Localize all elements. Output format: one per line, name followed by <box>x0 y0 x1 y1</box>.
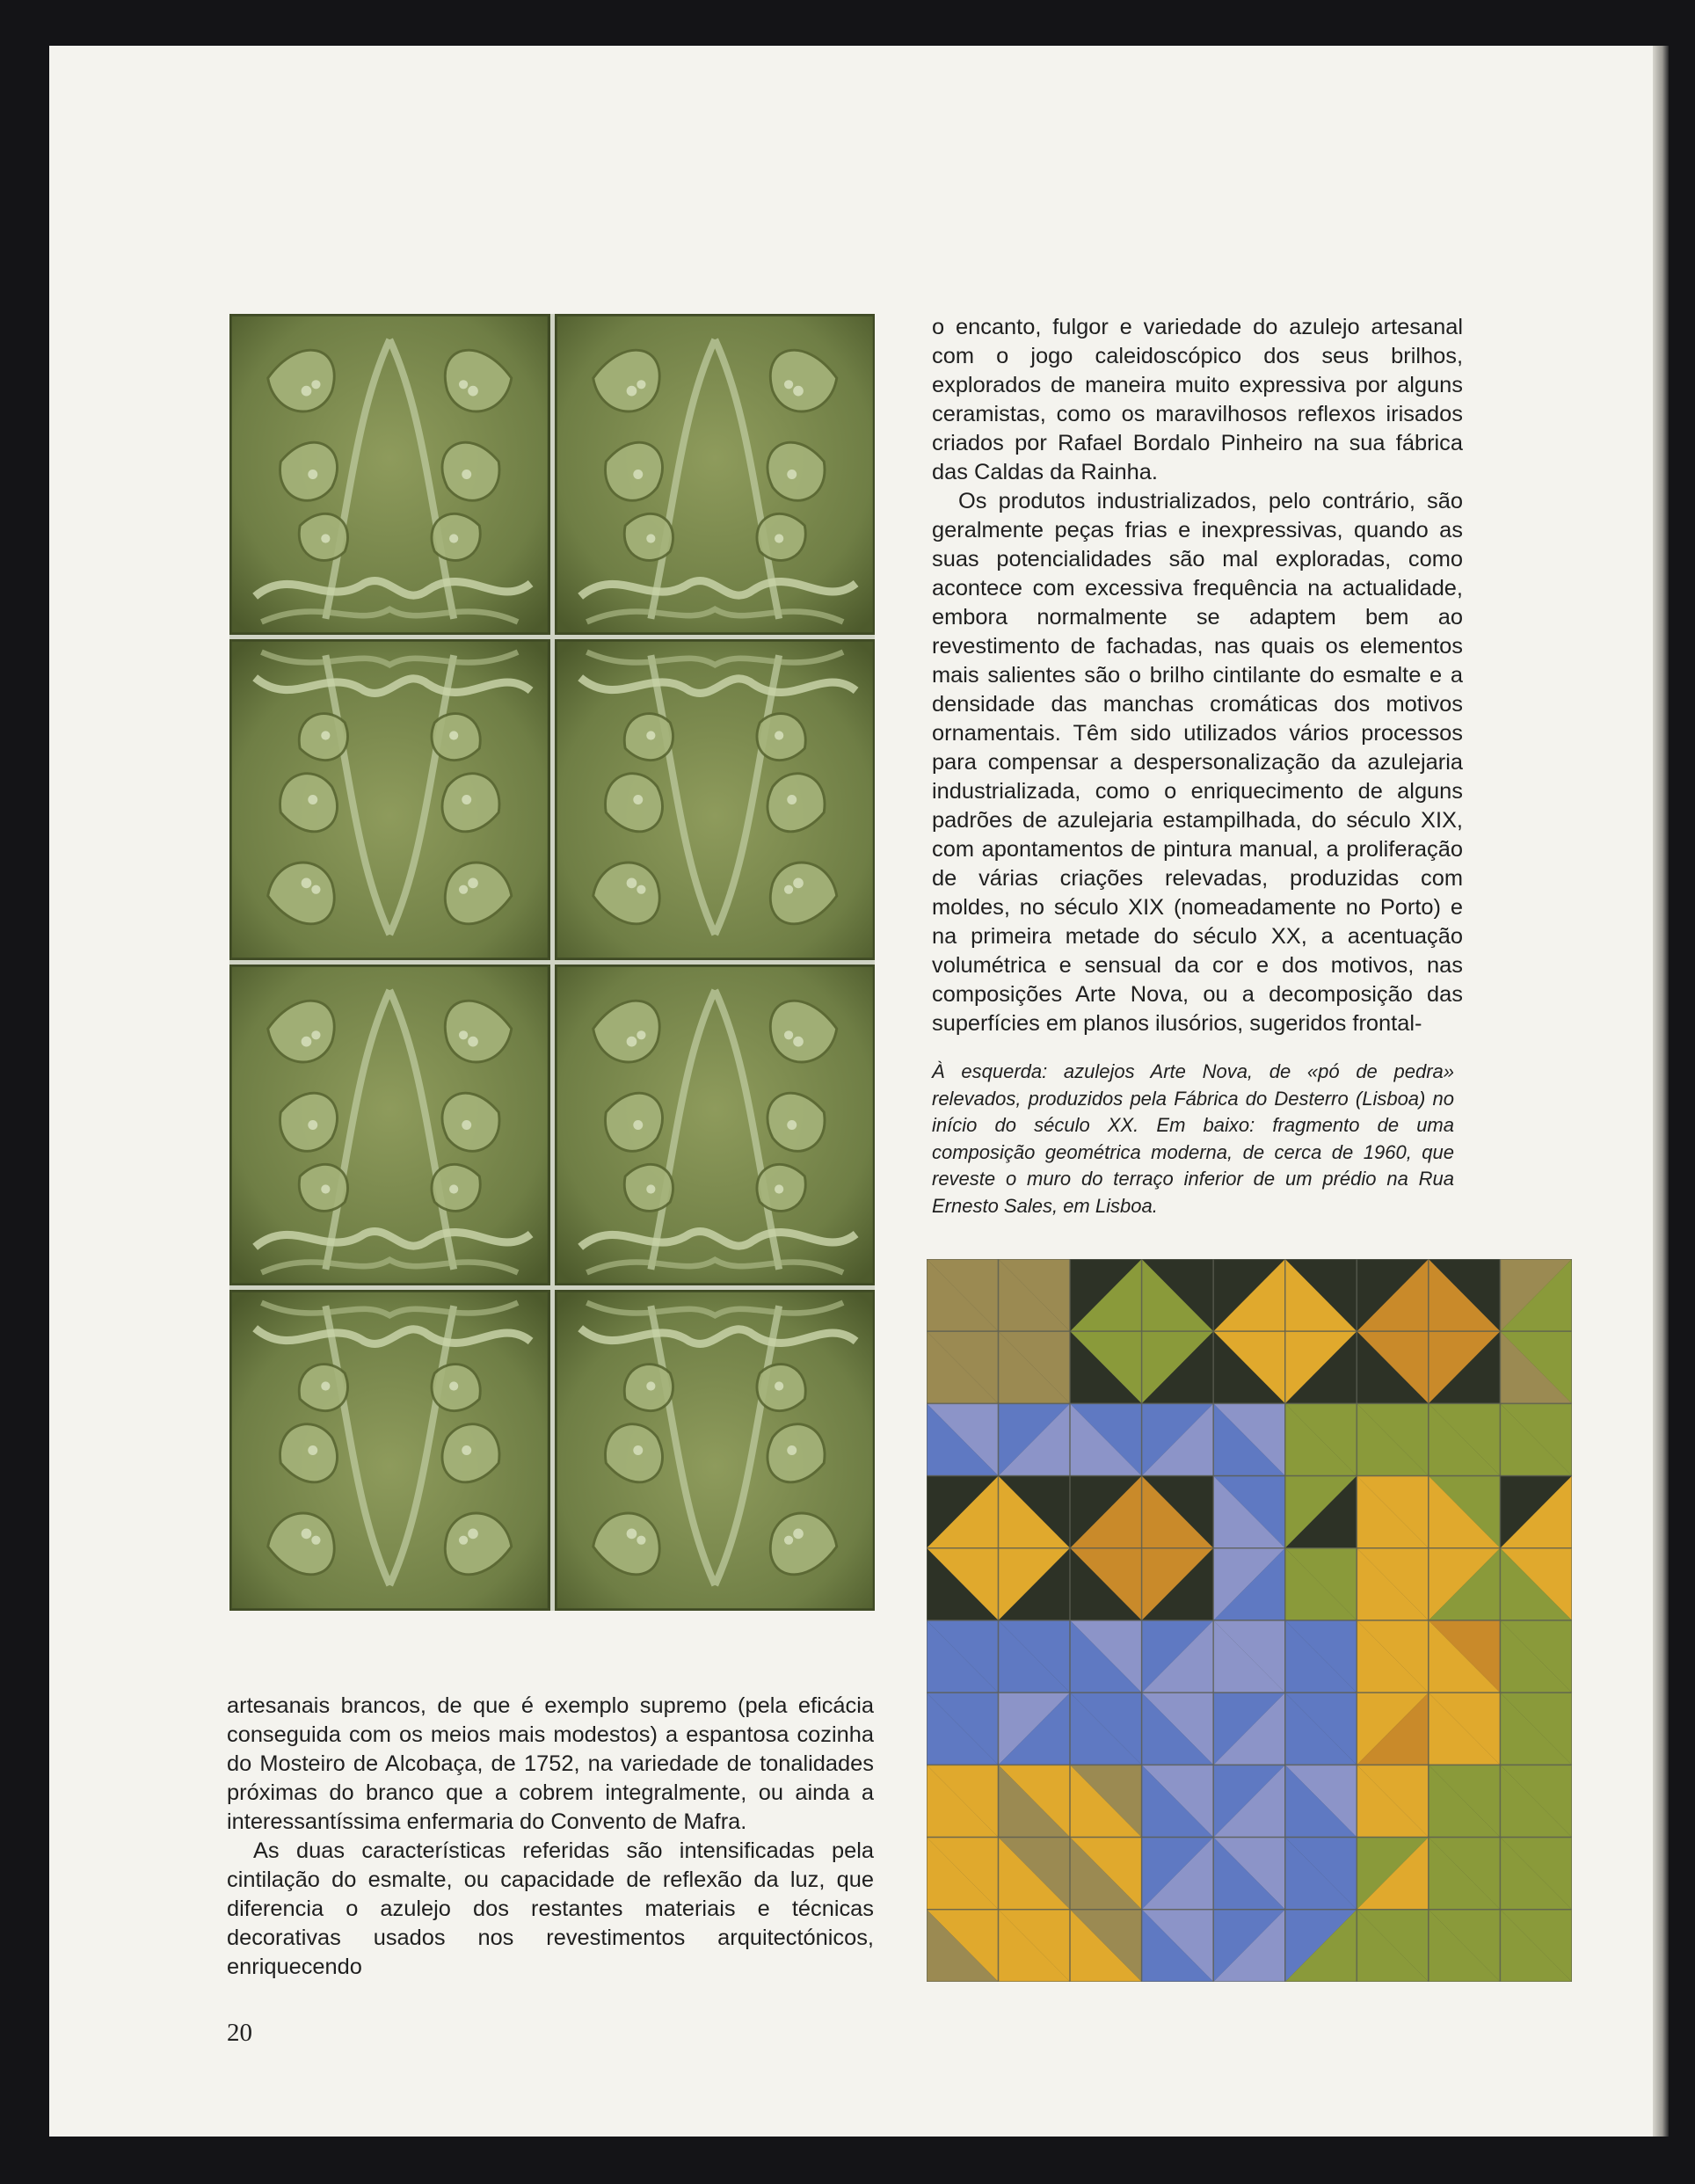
paragraph: artesanais brancos, de que é exemplo supremo (pela eficácia conseguida com os meios mais modestos) a espantosa cozinha do Mosteiro de Alcobaça, de 1752, na variedade de tonalidades próximas do branco que a cobrem integralmente, ou ainda a interessantíssima enfermaria do Convento de Mafra. <box>227 1693 874 1834</box>
relief-tile <box>555 1290 876 1611</box>
relief-tile <box>555 639 876 960</box>
geometric-tiles-photo <box>927 1259 1572 1982</box>
magazine-page <box>49 46 1653 2137</box>
relief-tile <box>229 965 550 1285</box>
relief-tile <box>229 1290 550 1611</box>
left-text-column <box>227 1692 874 1982</box>
photo-caption: À esquerda: azulejos Arte Nova, de «pó de pedra» relevados, produzidos pela Fábrica do Desterro (Lisboa) no início do século XX. Em baixo: fragmento de uma composição geométrica moderna, de cerca de 1960, que reveste o muro do terraço inferior de um prédio na Rua Ernesto Sales, em Lisboa. <box>932 1060 1454 1217</box>
paragraph: Os produtos industrializados, pelo contrário, são geralmente peças frias e inexpressivas, quando as suas potencialidades são mal exploradas, como acontece com excessiva frequência na actualidade, embora normalmente se adaptem bem ao revestimento de fachadas, nas quais os elementos mais salientes são o brilho cintilante do esmalte e a densidade das manchas cromáticas dos motivos ornamentais. Têm sido utilizados vários processos para compensar a despersonalização da azulejaria industrializada, como o enriquecimento de alguns padrões de azulejaria estampilhada, do século XIX, com apontamentos de pintura manual, a proliferação de várias criações relevadas, produzidas com moldes, no século XIX (nomeadamente no Porto) e na primeira metade do século XX, a acentuação volumétrica e sensual da cor e dos motivos, nas composições Arte Nova, ou a decomposição das superfícies em planos ilusórios, sugeridos frontal- <box>932 489 1463 1036</box>
paragraph: As duas características referidas são intensificadas pela cintilação do esmalte, ou capacidade de reflexão da luz, que diferencia o azulejo dos restantes materiais e técnicas decorativas usados nos revestimentos arquitectónicos, enriquecendo <box>227 1838 874 1979</box>
relief-tile <box>229 314 550 635</box>
relief-tile <box>555 965 876 1285</box>
page-edge <box>1653 46 1669 2137</box>
relief-tile <box>229 639 550 960</box>
paragraph: o encanto, fulgor e variedade do azulejo artesanal com o jogo caleidoscópico dos seus brilhos, explorados de maneira muito expressiva por alguns ceramistas, como os maravilhosos reflexos irisados criados por Rafael Bordalo Pinheiro na sua fábrica das Caldas da Rainha. <box>932 315 1463 484</box>
right-text-column <box>932 313 1463 1038</box>
art-nouveau-tiles-photo <box>229 314 875 1611</box>
page-number: 20 <box>227 2019 252 2047</box>
relief-tile <box>555 314 876 635</box>
